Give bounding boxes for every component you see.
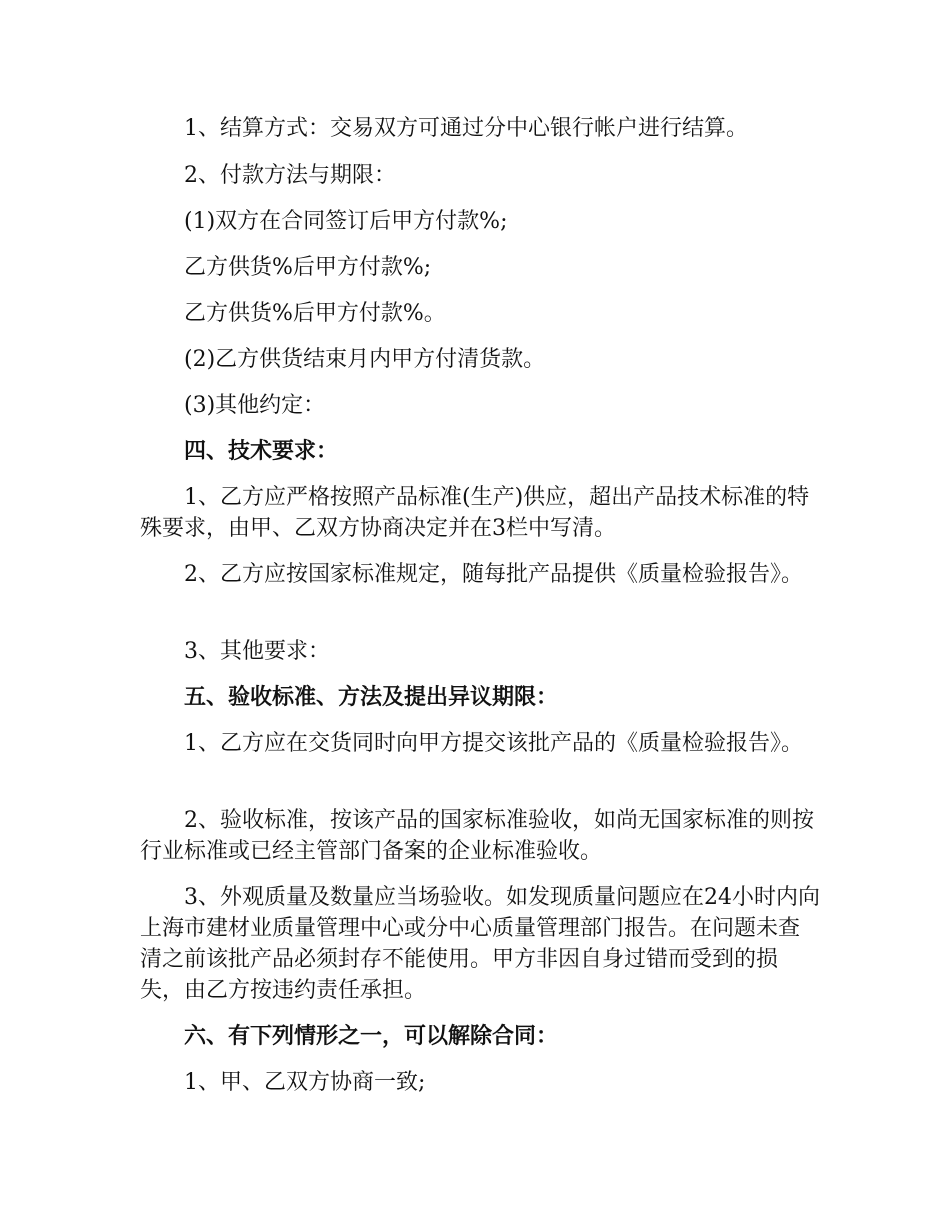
paragraph-technical-2: 2、乙方应按国家标准规定，随每批产品提供《质量检验报告》。	[184, 562, 803, 587]
paragraph-technical-1: 1、乙方应严格按照产品标准(生产)供应，超出产品技术标准的特殊要求，由甲、乙双方协商决定并在3栏中写清。	[140, 485, 810, 541]
paragraph-payment-2: (2)乙方供货结束月内甲方付清货款。	[184, 347, 546, 372]
section-heading-acceptance: 五、验收标准、方法及提出异议期限：	[184, 685, 559, 710]
paragraph-payment-supply-b: 乙方供货%后甲方付款%。	[184, 301, 446, 326]
section-heading-termination: 六、有下列情形之一，可以解除合同：	[184, 1024, 559, 1049]
paragraph-payment-supply-a: 乙方供货%后甲方付款%;	[184, 255, 432, 280]
paragraph-payment-1: (1)双方在合同签订后甲方付款%;	[184, 209, 508, 234]
paragraph-technical-3: 3、其他要求：	[184, 639, 330, 664]
paragraph-settlement-method: 1、结算方式：交易双方可通过分中心银行帐户进行结算。	[184, 116, 748, 141]
paragraph-payment-3: (3)其他约定：	[184, 393, 326, 418]
paragraph-acceptance-2: 2、验收标准，按该产品的国家标准验收，如尚无国家标准的则按行业标准或已经主管部门备案的企业标准验收。	[140, 808, 814, 864]
paragraph-acceptance-3: 3、外观质量及数量应当场验收。如发现质量问题应在24小时内向上海市建材业质量管理中心或分中心质量管理部门报告。在问题未查清之前该批产品必须封存不能使用。甲方非因自身过错而受到的损失，由乙方按违约责任承担。	[140, 885, 820, 1003]
paragraph-termination-1: 1、甲、乙双方协商一致;	[184, 1070, 426, 1095]
paragraph-acceptance-1: 1、乙方应在交货同时向甲方提交该批产品的《质量检验报告》。	[184, 731, 803, 756]
paragraph-payment-terms: 2、付款方法与期限：	[184, 163, 396, 188]
section-heading-technical: 四、技术要求：	[184, 439, 339, 464]
